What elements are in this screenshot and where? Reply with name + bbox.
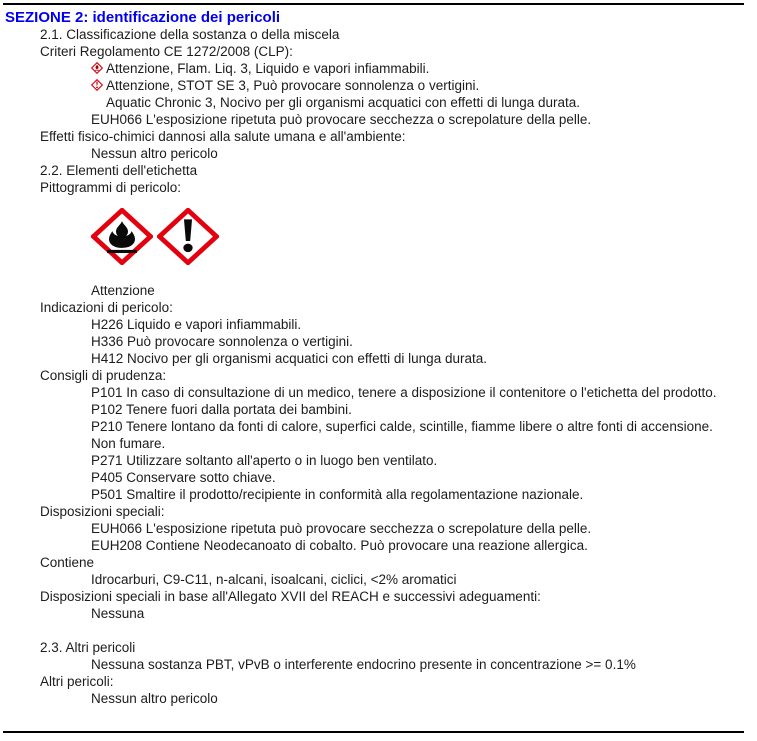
physico-chemical-label: Effetti fisico-chimici dannosi alla salute umana e all'ambiente: <box>40 129 406 144</box>
ghs07-exclamation-pictogram-icon <box>157 208 219 265</box>
subsection-2-2-heading: 2.2. Elementi dell'etichetta <box>40 163 198 178</box>
precautionary-label: Consigli di prudenza: <box>40 368 167 383</box>
contains-label: Contiene <box>40 555 95 570</box>
classification-line <box>91 77 736 94</box>
classification-text: Aquatic Chronic 3, Nocivo per gli organismi acquatici con effetti di lunga durata. <box>106 95 581 110</box>
hazard-statement: H336 Può provocare sonnolenza o vertigini. <box>91 334 353 349</box>
classification-text: Attenzione, Flam. Liq. 3, Liquido e vapori infiammabili. <box>106 61 430 76</box>
precautionary-statement: P102 Tenere fuori dalla portata dei bambini. <box>91 402 352 417</box>
classification-text: Attenzione, STOT SE 3, Può provocare sonnolenza o vertigini. <box>106 78 480 93</box>
annex-xvii-value: Nessuna <box>91 606 145 621</box>
euh066-note: EUH066 L'esposizione ripetuta può provocare secchezza o screpolature della pelle. <box>91 112 592 127</box>
section-2-document <box>0 5 757 707</box>
precautionary-statement: P501 Smaltire il prodotto/recipiente in conformità alla regolamentazione nazionale. <box>91 487 584 502</box>
subsection-2-3-heading: 2.3. Altri pericoli <box>40 640 136 655</box>
pbt-vpvb-value: Nessuna sostanza PBT, vPvB o interferente endocrino presente in concentrazione >= 0.1% <box>91 657 636 672</box>
ghs02-flame-pictogram-icon <box>91 208 153 265</box>
precautionary-statement: P271 Utilizzare soltanto all'aperto o in luogo ben ventilato. <box>91 453 438 468</box>
precautionary-statement: P210 Tenere lontano da fonti di calore, superfici calde, scintille, fiamme libere o altre fonti di accensione. Non fumare. <box>91 419 713 451</box>
other-hazards-label: Altri pericoli: <box>40 674 114 689</box>
precautionary-statement: P101 In caso di consultazione di un medico, tenere a disposizione il contenitore o l'etichetta del prodotto. <box>91 385 717 400</box>
precautionary-statement: P405 Conservare sotto chiave. <box>91 470 276 485</box>
pictograms-label: Pittogrammi di pericolo: <box>40 180 182 195</box>
signal-word: Attenzione <box>91 283 155 298</box>
subsection-2-1-heading: 2.1. Classificazione della sostanza o della miscela <box>40 27 340 42</box>
special-provision: EUH208 Contiene Neodecanoato di cobalto. Può provocare una reazione allergica. <box>91 538 588 553</box>
classification-line <box>91 60 736 77</box>
annex-xvii-label: Disposizioni speciali in base all'Allegato XVII del REACH e successivi adeguamenti: <box>40 589 541 604</box>
hazard-statement: H412 Nocivo per gli organismi acquatici con effetti di lunga durata. <box>91 351 487 366</box>
ghs-exclamation-mini-icon <box>91 79 103 91</box>
pictogram-row <box>91 208 757 265</box>
contains-value: Idrocarburi, C9-C11, n-alcani, isoalcani, ciclici, <2% aromatici <box>91 572 457 587</box>
hazard-statements-label: Indicazioni di pericolo: <box>40 300 173 315</box>
blank-line <box>0 622 757 639</box>
special-provision: EUH066 L'esposizione ripetuta può provocare secchezza o screpolature della pelle. <box>91 521 592 536</box>
other-hazards-value: Nessun altro pericolo <box>91 691 218 706</box>
section-title: SEZIONE 2: identificazione dei pericoli <box>5 9 281 26</box>
hazard-statement: H226 Liquido e vapori infiammabili. <box>91 317 302 332</box>
physico-chemical-value: Nessun altro pericolo <box>91 146 218 161</box>
clp-criteria-label: Criteri Regolamento CE 1272/2008 (CLP): <box>40 44 293 59</box>
bottom-rule <box>3 731 744 733</box>
special-provisions-label: Disposizioni speciali: <box>40 504 165 519</box>
ghs-flame-mini-icon <box>91 62 103 74</box>
